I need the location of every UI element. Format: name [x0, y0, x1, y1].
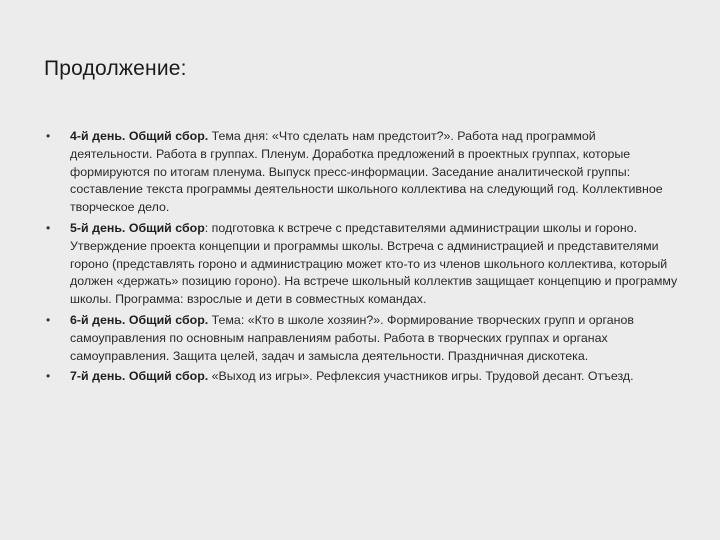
- day-heading: 6-й день. Общий сбор.: [70, 312, 209, 327]
- day-heading: 4-й день. Общий сбор.: [70, 129, 209, 143]
- day-description: : подготовка к встрече с представителями администрации школы и гороно. Утверждение проекта концепции и программы школы. Встреча с администрацией и представителями гороно (представлять гороно и администрацию может кто-то из членов школьного коллектива, который должен «держать» позицию гороно). На встрече школьный коллектив защищает концепцию и программу школы. Программа: взрослые и дети в совместных командах.: [70, 220, 678, 307]
- list-item: [40, 220, 680, 309]
- day-heading: 7-й день. Общий сбор.: [70, 369, 209, 384]
- list-item: [40, 368, 680, 386]
- bullet-icon: •: [46, 312, 51, 327]
- list-item: [40, 128, 680, 217]
- list-item: [40, 312, 680, 365]
- bullet-icon: •: [46, 129, 51, 143]
- day-description: Тема дня: «Что сделать нам предстоит?». Работа над программой деятельности. Работа в группах. Пленум. Доработка предложений в проектных группах, которые формируются по итогам пленума. Выпуск пресс-информации. Заседание аналитической группы: составление текста программы деятельности школьного коллектива на следующий год. Коллективное творческое дело.: [70, 129, 663, 215]
- bullet-icon: •: [46, 369, 51, 384]
- day-description: Тема: «Кто в школе хозяин?». Формирование творческих групп и органов самоуправления по основным направлениям работы. Работа в творческих группах и органах самоуправления. Защита целей, задач и замысла деятельности. Праздничная дискотека.: [70, 312, 634, 363]
- day-heading: 5-й день. Общий сбор: [70, 220, 205, 235]
- agenda-list: [40, 128, 680, 389]
- day-description: «Выход из игры». Рефлексия участников игры. Трудовой десант. Отъезд.: [208, 369, 634, 384]
- slide-title: Продолжение:: [44, 57, 187, 80]
- bullet-icon: •: [46, 220, 51, 235]
